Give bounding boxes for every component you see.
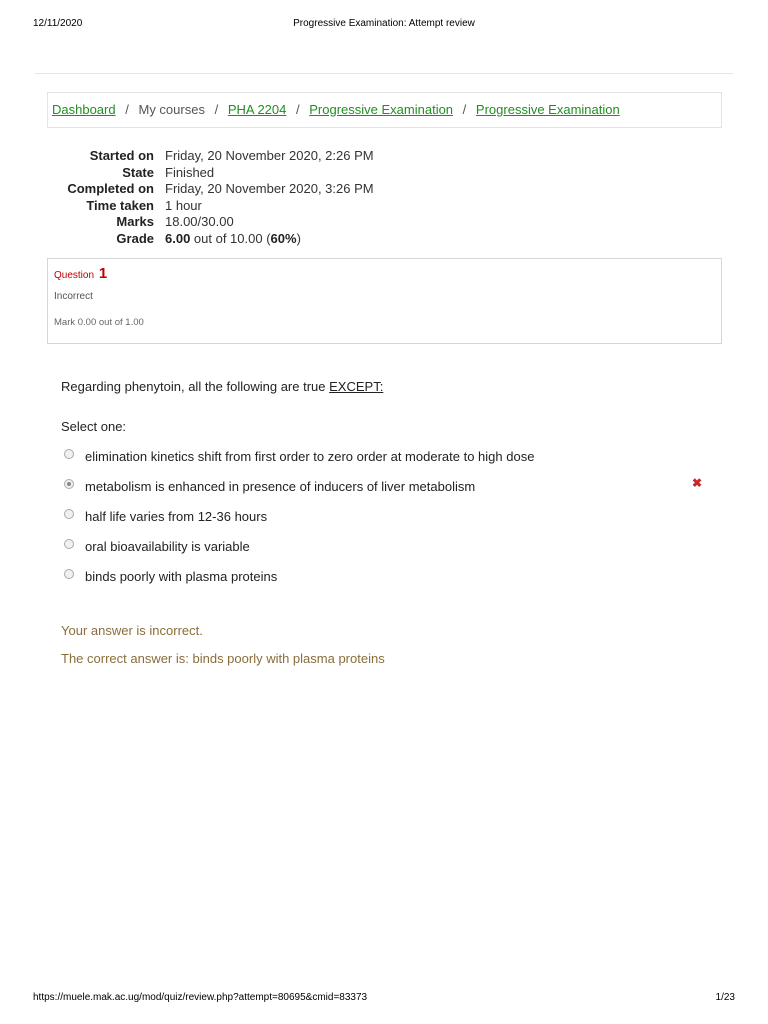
marks-value: 18.00/30.00 — [165, 214, 234, 230]
answer-label: oral bioavailability is variable — [85, 538, 250, 554]
answer-label: half life varies from 12-36 hours — [85, 508, 268, 524]
grade-out-of: out of 10.00 ( — [190, 230, 271, 246]
grade-score: 6.00 — [165, 230, 191, 246]
breadcrumb-separator: / — [462, 102, 467, 117]
print-url: https://muele.mak.ac.ug/mod/quiz/review.php?attempt=80695&cmid=83373 — [33, 992, 368, 1003]
grade-percent: 60% — [270, 230, 297, 246]
time-taken-label: Time taken — [86, 197, 154, 213]
radio-button[interactable] — [64, 569, 74, 579]
question-text — [61, 379, 383, 394]
started-on-label: Started on — [89, 148, 154, 163]
attempt-summary — [40, 148, 374, 248]
breadcrumb-quiz-link[interactable]: Progressive Examination — [475, 102, 620, 117]
answer-options — [64, 441, 704, 591]
question-state: Incorrect — [54, 291, 93, 302]
print-title: Progressive Examination: Attempt review — [293, 18, 475, 29]
marks-label: Marks — [116, 214, 154, 230]
grade-label: Grade — [116, 230, 154, 246]
correct-answer-feedback: The correct answer is: binds poorly with plasma proteins — [61, 651, 385, 666]
question-number-value: 1 — [98, 265, 108, 282]
select-one-prompt: Select one: — [61, 419, 127, 434]
summary-row-marks — [40, 214, 374, 231]
print-header — [0, 18, 768, 32]
question-text-main: Regarding phenytoin, all the following are true — [61, 379, 330, 394]
answer-option-e[interactable] — [64, 561, 704, 591]
answer-option-c[interactable] — [64, 501, 704, 531]
started-on-value: Friday, 20 November 2020, 2:26 PM — [165, 148, 374, 163]
header-divider — [35, 73, 733, 74]
answer-option-a[interactable] — [64, 441, 704, 471]
breadcrumb-my-courses: My courses — [138, 102, 205, 117]
completed-on-label: Completed on — [67, 181, 154, 197]
breadcrumb-section-link[interactable]: Progressive Examination — [309, 102, 454, 117]
state-value: Finished — [165, 164, 215, 180]
feedback-incorrect: Your answer is incorrect. — [61, 623, 203, 638]
question-number — [54, 265, 721, 282]
question-label: Question — [54, 270, 95, 281]
answer-option-b[interactable] — [64, 471, 704, 501]
question-mark: Mark 0.00 out of 1.00 — [54, 317, 144, 328]
radio-button[interactable] — [64, 539, 74, 549]
answer-label: metabolism is enhanced in presence of inducers of liver metabolism — [85, 478, 476, 494]
print-page-number: 1/23 — [715, 992, 735, 1003]
summary-row-time — [40, 198, 374, 215]
answer-label: binds poorly with plasma proteins — [85, 568, 278, 584]
summary-row-grade — [40, 231, 374, 248]
print-date: 12/11/2020 — [33, 18, 83, 29]
summary-row-started — [40, 148, 374, 165]
completed-on-value: Friday, 20 November 2020, 3:26 PM — [165, 181, 374, 197]
breadcrumb-separator: / — [296, 102, 300, 117]
breadcrumb-separator: / — [125, 102, 129, 117]
breadcrumb — [47, 92, 722, 128]
radio-button[interactable] — [64, 509, 74, 519]
breadcrumb-course-link[interactable]: PHA 2204 — [227, 102, 287, 117]
summary-row-state — [40, 165, 374, 182]
summary-row-completed — [40, 181, 374, 198]
incorrect-cross-icon: ✖ — [692, 476, 703, 490]
question-info-box — [47, 258, 722, 344]
breadcrumb-separator: / — [214, 102, 219, 117]
breadcrumb-dashboard-link[interactable]: Dashboard — [52, 102, 116, 117]
grade-value — [165, 231, 301, 248]
question-text-emphasis: EXCEPT: — [329, 379, 384, 394]
answer-label: elimination kinetics shift from first order to zero order at moderate to high dose — [85, 448, 535, 464]
time-taken-value: 1 hour — [165, 197, 202, 213]
radio-button-selected[interactable] — [64, 479, 74, 489]
answer-option-d[interactable] — [64, 531, 704, 561]
radio-button[interactable] — [64, 449, 74, 459]
state-label: State — [122, 164, 154, 180]
grade-close: ) — [296, 230, 301, 246]
